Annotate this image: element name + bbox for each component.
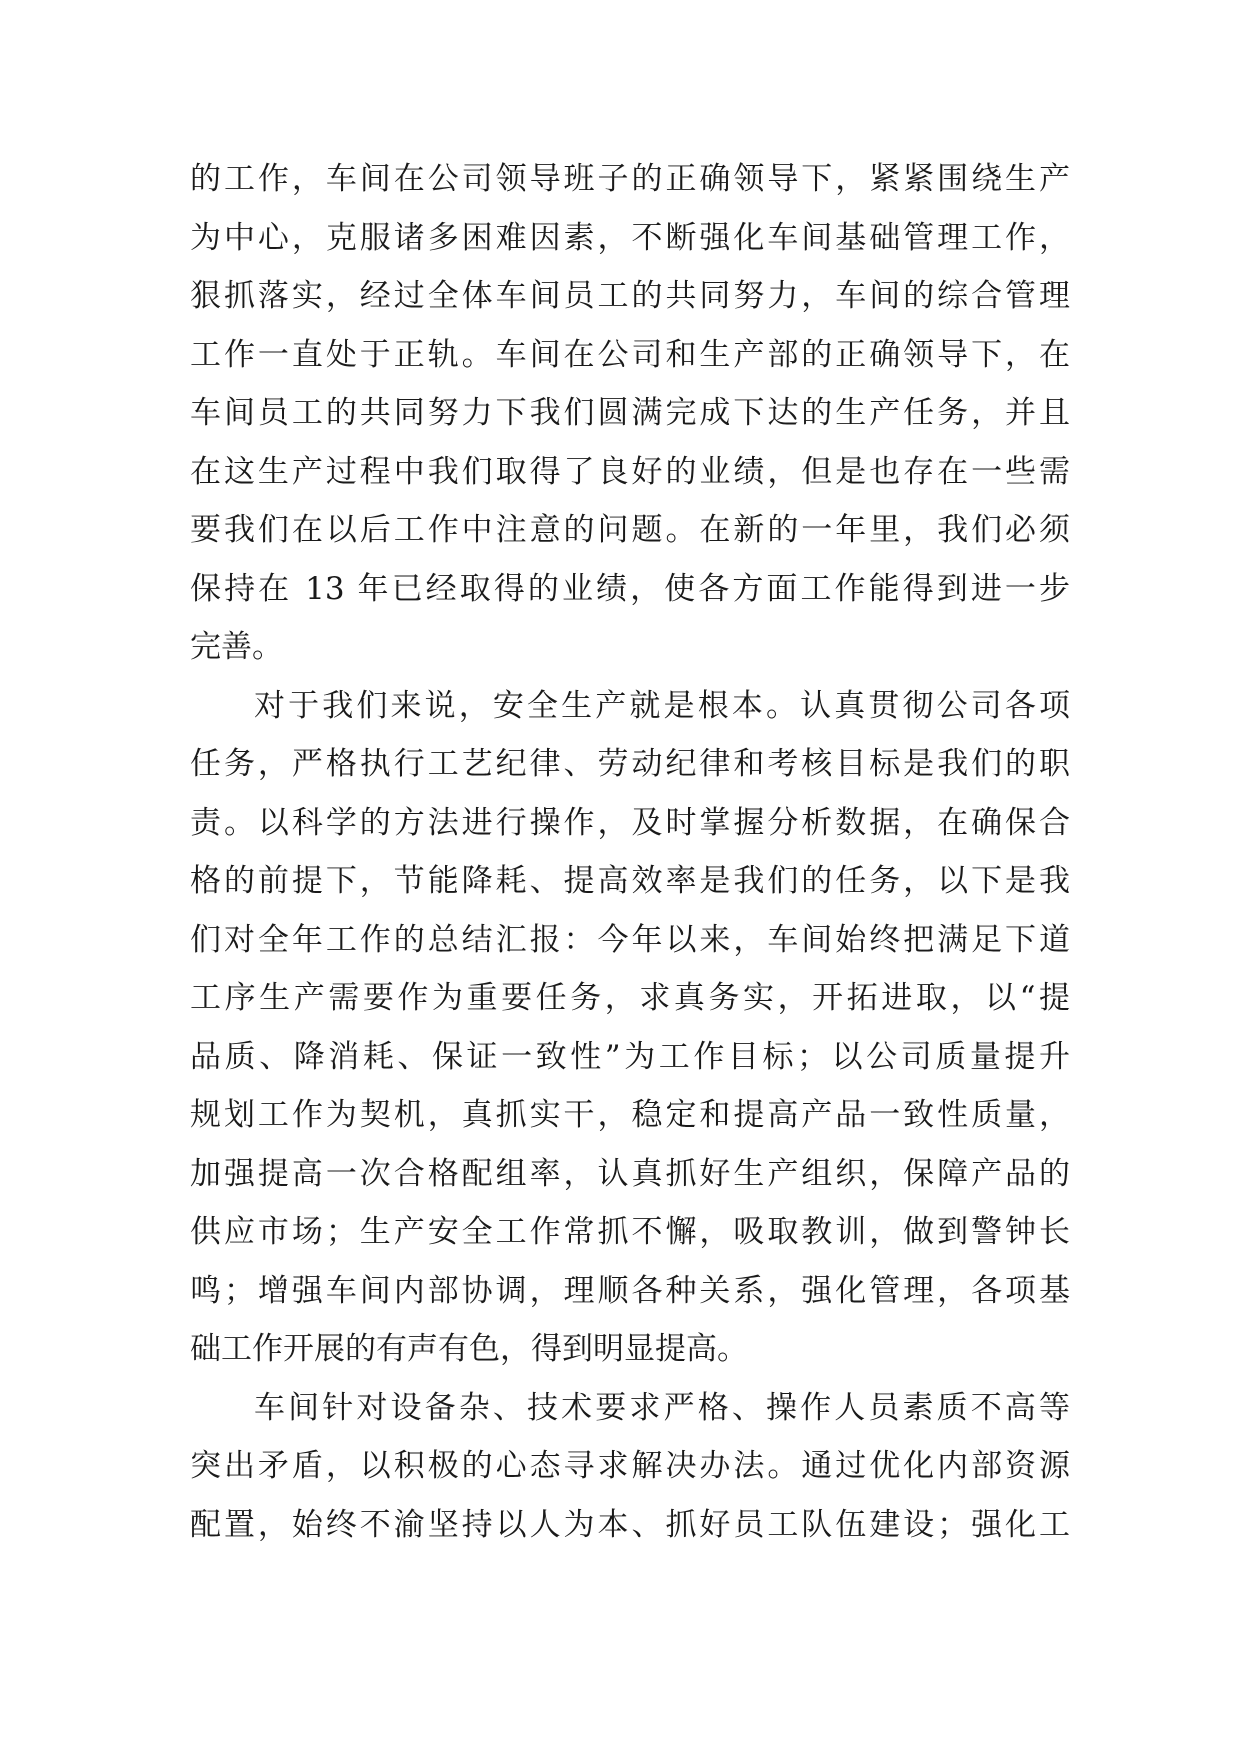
text-line: 规划工作为契机，真抓实干，稳定和提高产品一致性质量， xyxy=(190,1097,1070,1133)
text-line: 完善。 xyxy=(190,629,283,665)
text-line: 责。以科学的方法进行操作，及时掌握分析数据，在确保合 xyxy=(190,804,1070,841)
text-line: 对于我们来说，安全生产就是根本。认真贯彻公司各项 xyxy=(254,687,1070,724)
text-line: 工序生产需要作为重要任务，求真务实，开拓进取，以“提 xyxy=(190,980,1070,1016)
text-line: 供应市场；生产安全工作常抓不懈，吸取教训，做到警钟长 xyxy=(190,1214,1070,1250)
text-line: 配置，始终不渝坚持以人为本、抓好员工队伍建设；强化工 xyxy=(190,1506,1070,1543)
text-line: 品质、降消耗、保证一致性”为工作目标；以公司质量提升 xyxy=(190,1038,1070,1075)
text-line: 格的前提下，节能降耗、提高效率是我们的任务，以下是我 xyxy=(190,863,1070,899)
text-line: 工作一直处于正轨。车间在公司和生产部的正确领导下，在 xyxy=(190,336,1070,373)
paragraph-3 xyxy=(190,1379,1070,1555)
paragraph-2 xyxy=(190,677,1070,1379)
text-line: 突出矛盾，以积极的心态寻求解决办法。通过优化内部资源 xyxy=(190,1448,1070,1484)
text-line: 任务，严格执行工艺纪律、劳动纪律和考核目标是我们的职 xyxy=(190,746,1070,782)
text-line: 为中心，克服诸多困难因素，不断强化车间基础管理工作， xyxy=(190,219,1070,256)
text-line: 狠抓落实，经过全体车间员工的共同努力，车间的综合管理 xyxy=(190,278,1070,314)
text-line: 保持在 13 年已经取得的业绩，使各方面工作能得到进一步 xyxy=(190,570,1070,607)
text-line: 鸣；增强车间内部协调，理顺各种关系，强化管理，各项基 xyxy=(190,1272,1070,1309)
text-line: 的工作，车间在公司领导班子的正确领导下，紧紧围绕生产 xyxy=(190,161,1070,197)
text-line: 加强提高一次合格配组率，认真抓好生产组织，保障产品的 xyxy=(190,1155,1070,1192)
text-line: 车间员工的共同努力下我们圆满完成下达的生产任务，并且 xyxy=(190,395,1070,431)
text-line: 车间针对设备杂、技术要求严格、操作人员素质不高等 xyxy=(254,1389,1070,1426)
text-line: 要我们在以后工作中注意的问题。在新的一年里，我们必须 xyxy=(190,512,1070,548)
text-line: 础工作开展的有声有色，得到明显提高。 xyxy=(190,1331,748,1367)
document-body xyxy=(190,150,1070,1554)
text-line: 们对全年工作的总结汇报：今年以来，车间始终把满足下道 xyxy=(190,921,1070,958)
paragraph-1 xyxy=(190,150,1070,677)
text-line: 在这生产过程中我们取得了良好的业绩，但是也存在一些需 xyxy=(190,453,1070,490)
